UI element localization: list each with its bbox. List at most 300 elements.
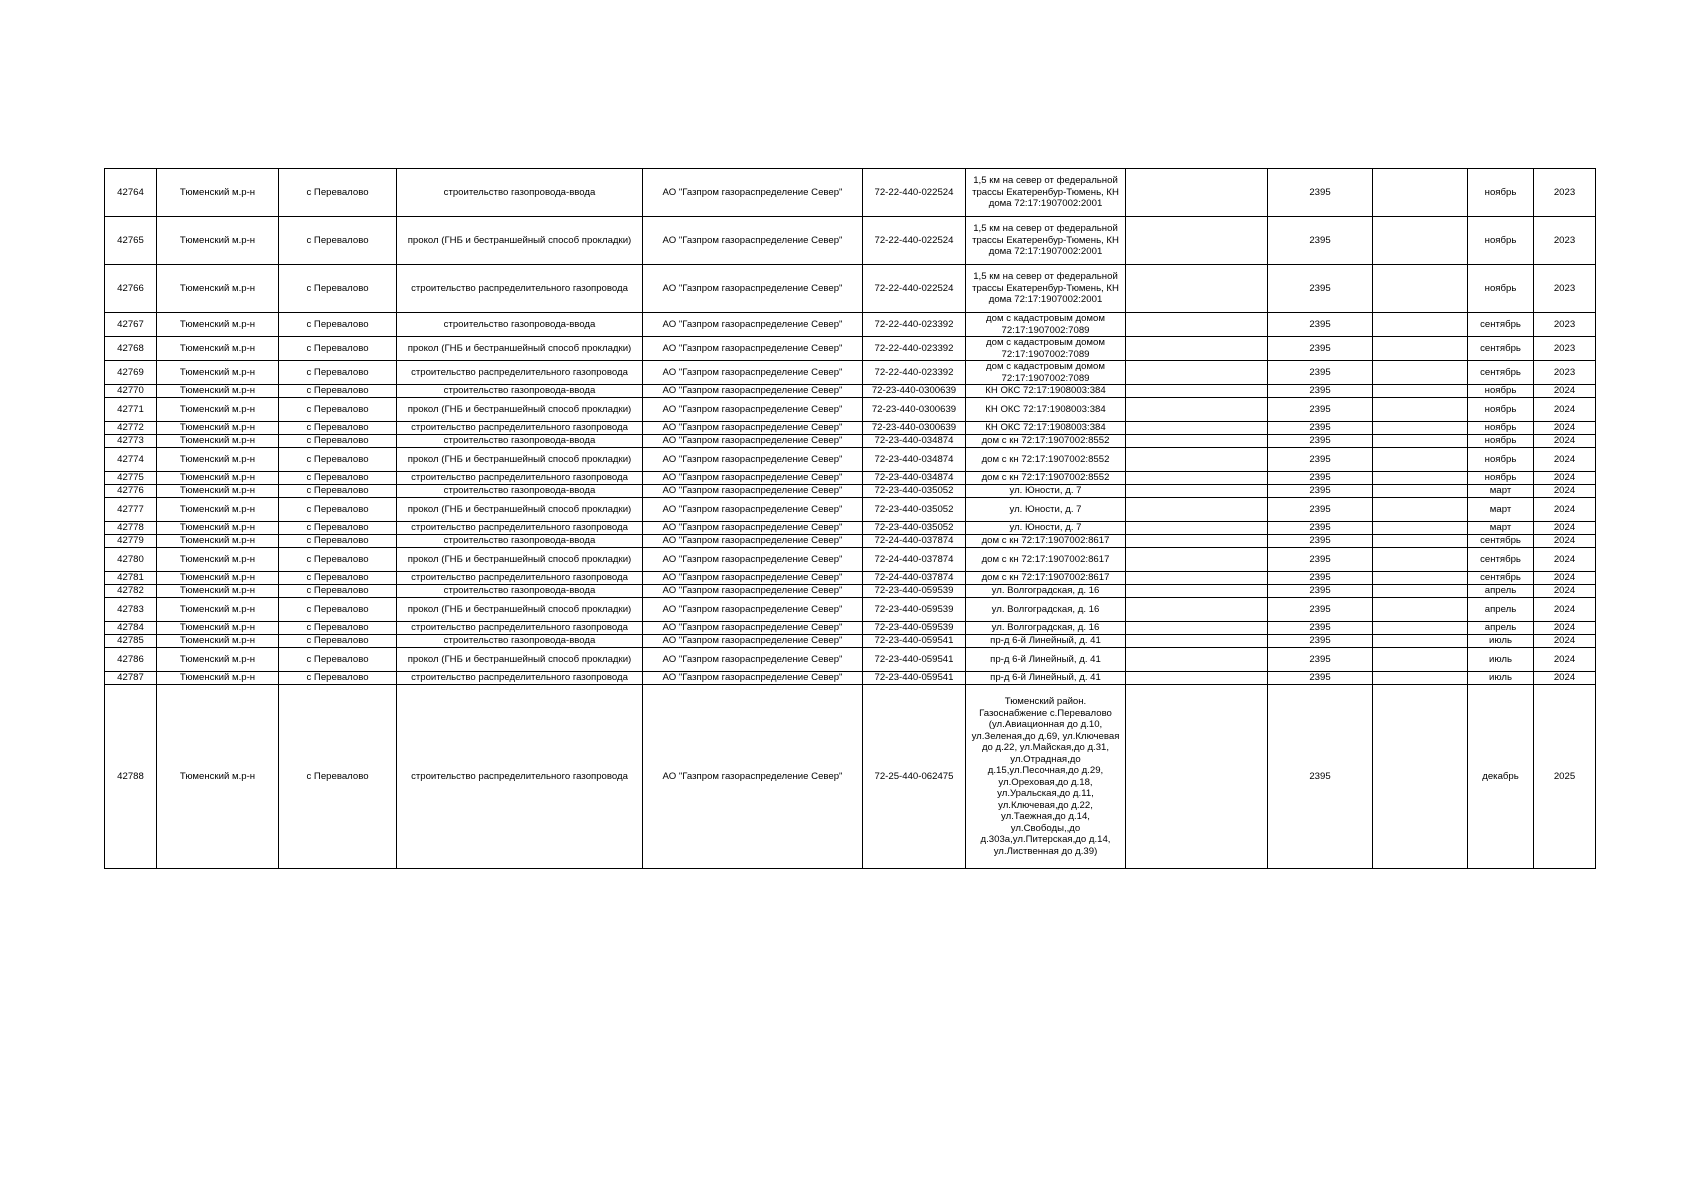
row-number: 42773 <box>105 435 157 448</box>
year-cell: 2025 <box>1534 685 1596 869</box>
work-type-cell: прокол (ГНБ и бестраншейный способ прокладки) <box>397 398 643 422</box>
row-number: 42770 <box>105 385 157 398</box>
work-type-cell: строительство газопровода-ввода <box>397 169 643 217</box>
village-cell: с Перевалово <box>279 385 397 398</box>
code-cell: 2395 <box>1268 398 1373 422</box>
district-cell: Тюменский м.р-н <box>157 598 279 622</box>
contract-number-cell: 72-23-440-0300639 <box>863 398 966 422</box>
code-cell: 2395 <box>1268 535 1373 548</box>
row-number: 42779 <box>105 535 157 548</box>
row-number: 42771 <box>105 398 157 422</box>
month-cell: сентябрь <box>1468 535 1534 548</box>
table-row <box>105 448 1596 472</box>
village-cell: с Перевалово <box>279 522 397 535</box>
organization-cell: АО "Газпром газораспределение Север" <box>643 265 863 313</box>
contract-number-cell: 72-22-440-022524 <box>863 217 966 265</box>
work-type-cell: строительство распределительного газопровода <box>397 422 643 435</box>
row-number: 42774 <box>105 448 157 472</box>
table-row <box>105 169 1596 217</box>
empty-cell <box>1373 672 1468 685</box>
village-cell: с Перевалово <box>279 672 397 685</box>
organization-cell: АО "Газпром газораспределение Север" <box>643 361 863 385</box>
organization-cell: АО "Газпром газораспределение Север" <box>643 313 863 337</box>
table-row <box>105 398 1596 422</box>
village-cell: с Перевалово <box>279 498 397 522</box>
code-cell: 2395 <box>1268 572 1373 585</box>
empty-cell <box>1373 398 1468 422</box>
empty-cell <box>1373 169 1468 217</box>
table-row <box>105 385 1596 398</box>
work-type-cell: прокол (ГНБ и бестраншейный способ прокладки) <box>397 337 643 361</box>
month-cell: июль <box>1468 672 1534 685</box>
work-type-cell: прокол (ГНБ и бестраншейный способ прокладки) <box>397 598 643 622</box>
contract-number-cell: 72-22-440-023392 <box>863 361 966 385</box>
row-number: 42772 <box>105 422 157 435</box>
year-cell: 2024 <box>1534 672 1596 685</box>
village-cell: с Перевалово <box>279 472 397 485</box>
contract-number-cell: 72-23-440-059539 <box>863 598 966 622</box>
village-cell: с Перевалово <box>279 622 397 635</box>
code-cell: 2395 <box>1268 448 1373 472</box>
table-row <box>105 648 1596 672</box>
contract-number-cell: 72-23-440-034874 <box>863 448 966 472</box>
village-cell: с Перевалово <box>279 435 397 448</box>
month-cell: ноябрь <box>1468 169 1534 217</box>
contract-number-cell: 72-22-440-023392 <box>863 337 966 361</box>
row-number: 42765 <box>105 217 157 265</box>
district-cell: Тюменский м.р-н <box>157 622 279 635</box>
row-number: 42780 <box>105 548 157 572</box>
code-cell: 2395 <box>1268 622 1373 635</box>
village-cell: с Перевалово <box>279 422 397 435</box>
empty-cell <box>1373 422 1468 435</box>
work-type-cell: строительство газопровода-ввода <box>397 435 643 448</box>
contract-number-cell: 72-23-440-059541 <box>863 635 966 648</box>
table-row <box>105 337 1596 361</box>
table-row <box>105 548 1596 572</box>
empty-cell <box>1373 435 1468 448</box>
address-cell: ул. Волгоградская, д. 16 <box>966 585 1126 598</box>
empty-cell <box>1373 498 1468 522</box>
table-body <box>105 169 1596 869</box>
month-cell: апрель <box>1468 598 1534 622</box>
address-cell: ул. Юности, д. 7 <box>966 498 1126 522</box>
empty-cell <box>1373 472 1468 485</box>
table-row <box>105 572 1596 585</box>
month-cell: апрель <box>1468 585 1534 598</box>
contract-number-cell: 72-23-440-034874 <box>863 472 966 485</box>
code-cell: 2395 <box>1268 672 1373 685</box>
table-row <box>105 685 1596 869</box>
row-number: 42769 <box>105 361 157 385</box>
address-cell: дом с кадастровым домом 72:17:1907002:7089 <box>966 337 1126 361</box>
row-number: 42768 <box>105 337 157 361</box>
empty-cell <box>1373 648 1468 672</box>
row-number: 42783 <box>105 598 157 622</box>
table-row <box>105 622 1596 635</box>
district-cell: Тюменский м.р-н <box>157 535 279 548</box>
organization-cell: АО "Газпром газораспределение Север" <box>643 672 863 685</box>
row-number: 42776 <box>105 485 157 498</box>
row-number: 42775 <box>105 472 157 485</box>
address-cell: 1,5 км на север от федеральной трассы Екатеренбур-Тюмень, КН дома 72:17:1907002:2001 <box>966 169 1126 217</box>
row-number: 42782 <box>105 585 157 598</box>
code-cell: 2395 <box>1268 265 1373 313</box>
empty-cell <box>1373 448 1468 472</box>
organization-cell: АО "Газпром газораспределение Север" <box>643 472 863 485</box>
month-cell: март <box>1468 522 1534 535</box>
village-cell: с Перевалово <box>279 337 397 361</box>
month-cell: ноябрь <box>1468 422 1534 435</box>
village-cell: с Перевалово <box>279 598 397 622</box>
contract-number-cell: 72-23-440-0300639 <box>863 422 966 435</box>
code-cell: 2395 <box>1268 361 1373 385</box>
address-cell: пр-д 6-й Линейный, д. 41 <box>966 648 1126 672</box>
empty-cell <box>1373 572 1468 585</box>
address-cell: КН ОКС 72:17:1908003:384 <box>966 385 1126 398</box>
address-cell: дом с кн 72:17:1907002:8617 <box>966 572 1126 585</box>
empty-cell <box>1126 448 1268 472</box>
address-cell: дом с кн 72:17:1907002:8617 <box>966 548 1126 572</box>
contract-number-cell: 72-24-440-037874 <box>863 535 966 548</box>
village-cell: с Перевалово <box>279 648 397 672</box>
work-type-cell: прокол (ГНБ и бестраншейный способ прокладки) <box>397 217 643 265</box>
row-number: 42777 <box>105 498 157 522</box>
village-cell: с Перевалово <box>279 585 397 598</box>
district-cell: Тюменский м.р-н <box>157 485 279 498</box>
empty-cell <box>1373 548 1468 572</box>
year-cell: 2024 <box>1534 448 1596 472</box>
year-cell: 2023 <box>1534 313 1596 337</box>
organization-cell: АО "Газпром газораспределение Север" <box>643 685 863 869</box>
row-number: 42787 <box>105 672 157 685</box>
address-cell: ул. Волгоградская, д. 16 <box>966 622 1126 635</box>
address-cell: дом с кадастровым домом 72:17:1907002:7089 <box>966 313 1126 337</box>
row-number: 42781 <box>105 572 157 585</box>
table-row <box>105 635 1596 648</box>
empty-cell <box>1126 361 1268 385</box>
table-row <box>105 361 1596 385</box>
empty-cell <box>1126 265 1268 313</box>
empty-cell <box>1126 313 1268 337</box>
contract-number-cell: 72-23-440-0300639 <box>863 385 966 398</box>
address-cell: 1,5 км на север от федеральной трассы Екатеренбур-Тюмень, КН дома 72:17:1907002:2001 <box>966 265 1126 313</box>
empty-cell <box>1373 485 1468 498</box>
month-cell: сентябрь <box>1468 361 1534 385</box>
district-cell: Тюменский м.р-н <box>157 648 279 672</box>
month-cell: июль <box>1468 635 1534 648</box>
address-cell: Тюменский район. Газоснабжение с.Перевалово (ул.Авиационная до д.10, ул.Зеленая,до д.69, ул.Ключевая до д.22, ул.Майская,до д.31, ул.Отрадная,до д.15,ул.Песочная,до д.29, ул.Ореховая,до д.18, ул.Уральская,до д.11, ул.Ключевая,до д.22, ул.Таежная,до д.14, ул.Свободы,,до д.303а,ул.Питерская,до д.14, ул.Лиственная до д.39) <box>966 685 1126 869</box>
work-type-cell: строительство распределительного газопровода <box>397 672 643 685</box>
month-cell: ноябрь <box>1468 448 1534 472</box>
code-cell: 2395 <box>1268 472 1373 485</box>
empty-cell <box>1126 672 1268 685</box>
empty-cell <box>1373 313 1468 337</box>
row-number: 42766 <box>105 265 157 313</box>
year-cell: 2024 <box>1534 548 1596 572</box>
code-cell: 2395 <box>1268 422 1373 435</box>
row-number: 42778 <box>105 522 157 535</box>
empty-cell <box>1126 548 1268 572</box>
year-cell: 2023 <box>1534 337 1596 361</box>
address-cell: дом с кн 72:17:1907002:8552 <box>966 472 1126 485</box>
contract-number-cell: 72-23-440-035052 <box>863 485 966 498</box>
district-cell: Тюменский м.р-н <box>157 169 279 217</box>
empty-cell <box>1373 217 1468 265</box>
organization-cell: АО "Газпром газораспределение Север" <box>643 622 863 635</box>
work-type-cell: строительство газопровода-ввода <box>397 385 643 398</box>
district-cell: Тюменский м.р-н <box>157 313 279 337</box>
district-cell: Тюменский м.р-н <box>157 472 279 485</box>
contract-number-cell: 72-22-440-022524 <box>863 169 966 217</box>
empty-cell <box>1126 485 1268 498</box>
empty-cell <box>1373 385 1468 398</box>
row-number: 42785 <box>105 635 157 648</box>
year-cell: 2024 <box>1534 385 1596 398</box>
district-cell: Тюменский м.р-н <box>157 265 279 313</box>
contract-number-cell: 72-24-440-037874 <box>863 548 966 572</box>
organization-cell: АО "Газпром газораспределение Север" <box>643 535 863 548</box>
district-cell: Тюменский м.р-н <box>157 435 279 448</box>
empty-cell <box>1126 648 1268 672</box>
empty-cell <box>1126 685 1268 869</box>
month-cell: сентябрь <box>1468 572 1534 585</box>
code-cell: 2395 <box>1268 522 1373 535</box>
organization-cell: АО "Газпром газораспределение Север" <box>643 598 863 622</box>
district-cell: Тюменский м.р-н <box>157 672 279 685</box>
organization-cell: АО "Газпром газораспределение Север" <box>643 422 863 435</box>
code-cell: 2395 <box>1268 548 1373 572</box>
district-cell: Тюменский м.р-н <box>157 522 279 535</box>
contract-number-cell: 72-23-440-035052 <box>863 498 966 522</box>
table-row <box>105 472 1596 485</box>
contract-number-cell: 72-23-440-059539 <box>863 622 966 635</box>
district-cell: Тюменский м.р-н <box>157 685 279 869</box>
year-cell: 2023 <box>1534 265 1596 313</box>
year-cell: 2024 <box>1534 572 1596 585</box>
table-row <box>105 522 1596 535</box>
district-cell: Тюменский м.р-н <box>157 498 279 522</box>
work-type-cell: прокол (ГНБ и бестраншейный способ прокладки) <box>397 548 643 572</box>
address-cell: дом с кадастровым домом 72:17:1907002:7089 <box>966 361 1126 385</box>
village-cell: с Перевалово <box>279 685 397 869</box>
code-cell: 2395 <box>1268 498 1373 522</box>
district-cell: Тюменский м.р-н <box>157 585 279 598</box>
organization-cell: АО "Газпром газораспределение Север" <box>643 337 863 361</box>
empty-cell <box>1126 522 1268 535</box>
year-cell: 2024 <box>1534 422 1596 435</box>
code-cell: 2395 <box>1268 598 1373 622</box>
year-cell: 2024 <box>1534 522 1596 535</box>
address-cell: дом с кн 72:17:1907002:8552 <box>966 435 1126 448</box>
code-cell: 2395 <box>1268 169 1373 217</box>
contract-number-cell: 72-25-440-062475 <box>863 685 966 869</box>
year-cell: 2024 <box>1534 435 1596 448</box>
district-cell: Тюменский м.р-н <box>157 398 279 422</box>
village-cell: с Перевалово <box>279 217 397 265</box>
address-cell: ул. Юности, д. 7 <box>966 485 1126 498</box>
empty-cell <box>1126 337 1268 361</box>
empty-cell <box>1126 622 1268 635</box>
district-cell: Тюменский м.р-н <box>157 422 279 435</box>
code-cell: 2395 <box>1268 648 1373 672</box>
year-cell: 2024 <box>1534 472 1596 485</box>
empty-cell <box>1373 635 1468 648</box>
address-cell: пр-д 6-й Линейный, д. 41 <box>966 672 1126 685</box>
organization-cell: АО "Газпром газораспределение Север" <box>643 385 863 398</box>
village-cell: с Перевалово <box>279 313 397 337</box>
year-cell: 2024 <box>1534 535 1596 548</box>
code-cell: 2395 <box>1268 313 1373 337</box>
address-cell: ул. Волгоградская, д. 16 <box>966 598 1126 622</box>
code-cell: 2395 <box>1268 385 1373 398</box>
empty-cell <box>1373 265 1468 313</box>
village-cell: с Перевалово <box>279 265 397 313</box>
contract-number-cell: 72-22-440-023392 <box>863 313 966 337</box>
empty-cell <box>1126 385 1268 398</box>
work-type-cell: прокол (ГНБ и бестраншейный способ прокладки) <box>397 648 643 672</box>
empty-cell <box>1126 169 1268 217</box>
code-cell: 2395 <box>1268 217 1373 265</box>
address-cell: КН ОКС 72:17:1908003:384 <box>966 398 1126 422</box>
organization-cell: АО "Газпром газораспределение Север" <box>643 522 863 535</box>
month-cell: ноябрь <box>1468 435 1534 448</box>
year-cell: 2024 <box>1534 648 1596 672</box>
work-type-cell: строительство газопровода-ввода <box>397 535 643 548</box>
village-cell: с Перевалово <box>279 535 397 548</box>
year-cell: 2024 <box>1534 585 1596 598</box>
month-cell: ноябрь <box>1468 217 1534 265</box>
work-type-cell: строительство распределительного газопровода <box>397 572 643 585</box>
organization-cell: АО "Газпром газораспределение Север" <box>643 635 863 648</box>
village-cell: с Перевалово <box>279 485 397 498</box>
table-row <box>105 535 1596 548</box>
month-cell: март <box>1468 498 1534 522</box>
district-cell: Тюменский м.р-н <box>157 361 279 385</box>
work-type-cell: строительство газопровода-ввода <box>397 485 643 498</box>
organization-cell: АО "Газпром газораспределение Север" <box>643 648 863 672</box>
contract-number-cell: 72-23-440-035052 <box>863 522 966 535</box>
empty-cell <box>1373 598 1468 622</box>
village-cell: с Перевалово <box>279 398 397 422</box>
contract-number-cell: 72-22-440-022524 <box>863 265 966 313</box>
empty-cell <box>1373 522 1468 535</box>
year-cell: 2023 <box>1534 217 1596 265</box>
address-cell: дом с кн 72:17:1907002:8617 <box>966 535 1126 548</box>
address-cell: 1,5 км на север от федеральной трассы Екатеренбур-Тюмень, КН дома 72:17:1907002:2001 <box>966 217 1126 265</box>
work-type-cell: строительство распределительного газопровода <box>397 472 643 485</box>
work-type-cell: строительство газопровода-ввода <box>397 585 643 598</box>
empty-cell <box>1126 598 1268 622</box>
work-type-cell: прокол (ГНБ и бестраншейный способ прокладки) <box>397 448 643 472</box>
district-cell: Тюменский м.р-н <box>157 385 279 398</box>
year-cell: 2024 <box>1534 498 1596 522</box>
empty-cell <box>1126 635 1268 648</box>
month-cell: ноябрь <box>1468 472 1534 485</box>
work-type-cell: строительство распределительного газопровода <box>397 685 643 869</box>
table-row <box>105 313 1596 337</box>
year-cell: 2024 <box>1534 622 1596 635</box>
row-number: 42786 <box>105 648 157 672</box>
village-cell: с Перевалово <box>279 169 397 217</box>
row-number: 42767 <box>105 313 157 337</box>
address-cell: дом с кн 72:17:1907002:8552 <box>966 448 1126 472</box>
year-cell: 2023 <box>1534 361 1596 385</box>
empty-cell <box>1373 622 1468 635</box>
table-row <box>105 217 1596 265</box>
table-row <box>105 672 1596 685</box>
empty-cell <box>1126 435 1268 448</box>
empty-cell <box>1126 572 1268 585</box>
work-type-cell: прокол (ГНБ и бестраншейный способ прокладки) <box>397 498 643 522</box>
village-cell: с Перевалово <box>279 548 397 572</box>
organization-cell: АО "Газпром газораспределение Север" <box>643 217 863 265</box>
district-cell: Тюменский м.р-н <box>157 448 279 472</box>
work-type-cell: строительство распределительного газопровода <box>397 622 643 635</box>
register-table <box>104 168 1596 869</box>
empty-cell <box>1373 585 1468 598</box>
organization-cell: АО "Газпром газораспределение Север" <box>643 435 863 448</box>
contract-number-cell: 72-23-440-059539 <box>863 585 966 598</box>
table-row <box>105 598 1596 622</box>
empty-cell <box>1126 422 1268 435</box>
year-cell: 2024 <box>1534 398 1596 422</box>
village-cell: с Перевалово <box>279 361 397 385</box>
code-cell: 2395 <box>1268 585 1373 598</box>
empty-cell <box>1373 361 1468 385</box>
row-number: 42788 <box>105 685 157 869</box>
month-cell: апрель <box>1468 622 1534 635</box>
organization-cell: АО "Газпром газораспределение Север" <box>643 169 863 217</box>
month-cell: июль <box>1468 648 1534 672</box>
code-cell: 2395 <box>1268 337 1373 361</box>
month-cell: сентябрь <box>1468 337 1534 361</box>
month-cell: ноябрь <box>1468 398 1534 422</box>
address-cell: пр-д 6-й Линейный, д. 41 <box>966 635 1126 648</box>
contract-number-cell: 72-23-440-034874 <box>863 435 966 448</box>
organization-cell: АО "Газпром газораспределение Север" <box>643 398 863 422</box>
year-cell: 2024 <box>1534 598 1596 622</box>
code-cell: 2395 <box>1268 685 1373 869</box>
work-type-cell: строительство газопровода-ввода <box>397 313 643 337</box>
table-row <box>105 422 1596 435</box>
empty-cell <box>1126 398 1268 422</box>
work-type-cell: строительство распределительного газопровода <box>397 361 643 385</box>
district-cell: Тюменский м.р-н <box>157 337 279 361</box>
empty-cell <box>1126 498 1268 522</box>
table-row <box>105 435 1596 448</box>
district-cell: Тюменский м.р-н <box>157 572 279 585</box>
work-type-cell: строительство распределительного газопровода <box>397 265 643 313</box>
table-row <box>105 585 1596 598</box>
month-cell: сентябрь <box>1468 548 1534 572</box>
contract-number-cell: 72-23-440-059541 <box>863 672 966 685</box>
row-number: 42764 <box>105 169 157 217</box>
work-type-cell: строительство газопровода-ввода <box>397 635 643 648</box>
empty-cell <box>1373 685 1468 869</box>
district-cell: Тюменский м.р-н <box>157 217 279 265</box>
table-row <box>105 265 1596 313</box>
work-type-cell: строительство распределительного газопровода <box>397 522 643 535</box>
code-cell: 2395 <box>1268 485 1373 498</box>
organization-cell: АО "Газпром газораспределение Север" <box>643 585 863 598</box>
village-cell: с Перевалово <box>279 572 397 585</box>
year-cell: 2024 <box>1534 635 1596 648</box>
empty-cell <box>1126 472 1268 485</box>
organization-cell: АО "Газпром газораспределение Север" <box>643 572 863 585</box>
contract-number-cell: 72-24-440-037874 <box>863 572 966 585</box>
month-cell: ноябрь <box>1468 385 1534 398</box>
